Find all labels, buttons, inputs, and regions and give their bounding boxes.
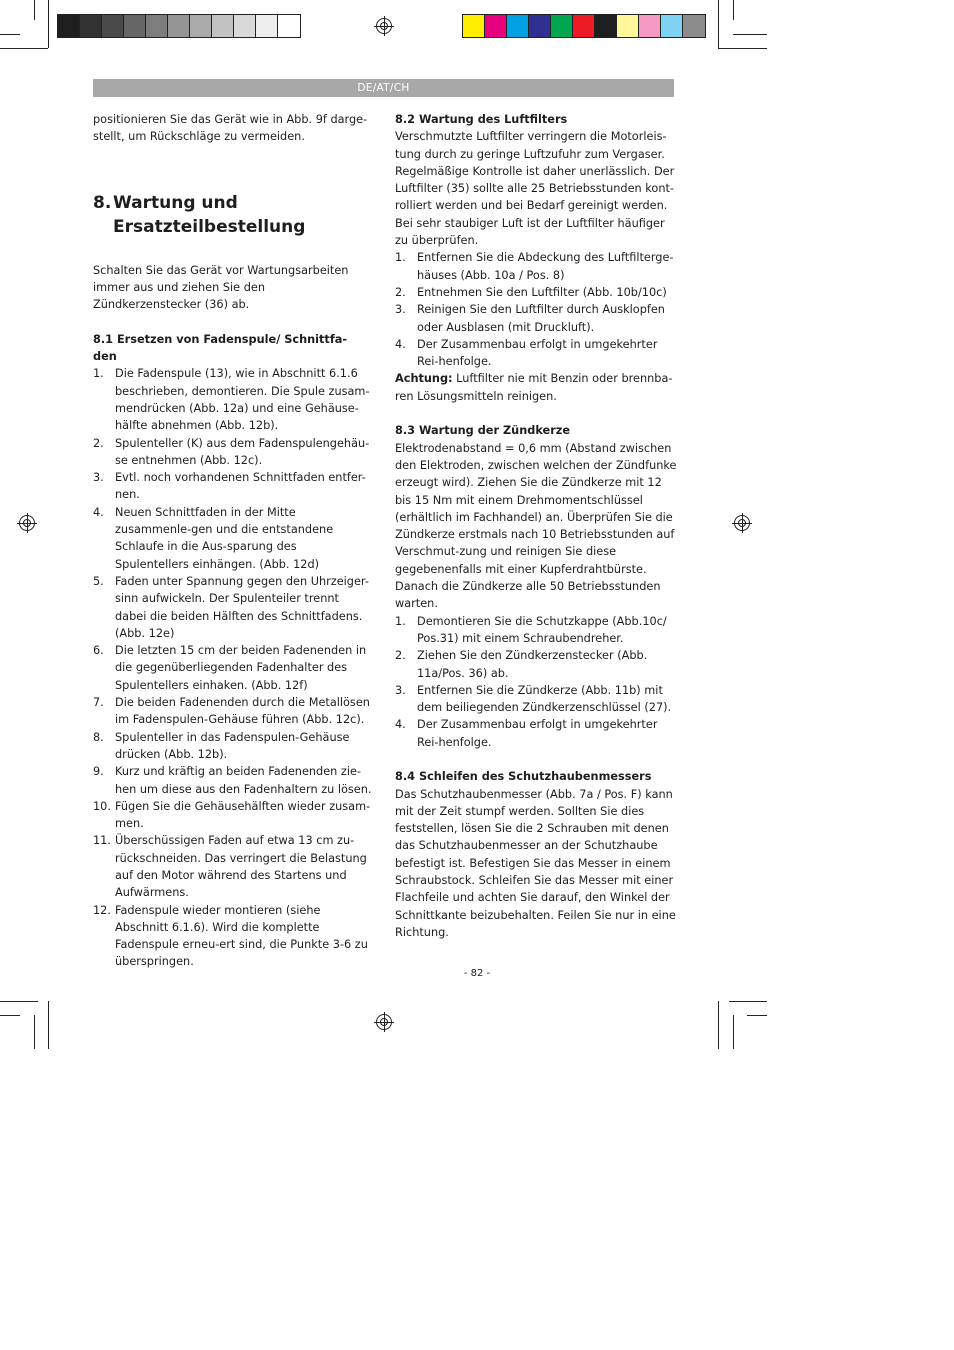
list-item-number: 1. <box>395 251 406 265</box>
calibration-swatch <box>661 15 683 37</box>
list-item <box>93 694 373 729</box>
subsection-heading-8-1 <box>93 331 373 366</box>
calibration-swatch <box>507 15 529 37</box>
list-item-text: Demontieren Sie die Schutzkappe (Abb.10c/ Pos.31) mit einem Schraubendreher. <box>417 614 667 645</box>
calibration-swatch <box>102 15 124 37</box>
list-item-text: Entfernen Sie die Abdeckung des Luftfilterge-häuses (Abb. 10a / Pos. 8) <box>417 251 674 282</box>
list-item <box>93 832 373 901</box>
list-item <box>93 573 373 642</box>
calibration-swatch <box>212 15 234 37</box>
crop-mark <box>729 1001 767 1002</box>
list-item-text: Entfernen Sie die Zündkerze (Abb. 11b) mit dem beiliegenden Zündkerzenschlüssel (27). <box>417 683 672 715</box>
calibration-swatch <box>639 15 661 37</box>
list-item-number: 4. <box>93 505 104 519</box>
list-item-number: 2. <box>93 436 104 450</box>
crop-mark <box>0 48 48 49</box>
calibration-swatch <box>234 15 256 37</box>
crop-mark <box>733 34 767 35</box>
list-item-text: Reinigen Sie den Luftfilter durch Ausklopfen oder Ausblasen (mit Druckluft). <box>417 303 665 334</box>
fadenspule-steps-list <box>93 365 373 970</box>
calibration-swatch <box>551 15 573 37</box>
warning-paragraph <box>395 370 677 405</box>
schutzhaubenmesser-paragraph: Das Schutzhaubenmesser (Abb. 7a / Pos. F) kann mit der Zeit stumpf werden. Sollten Sie dies feststellen, lösen Sie die 2 Schrauben mit denen das Schutzhaubenmesser an der Schutzhaube befestigt ist. Befestigen Sie das Messer in einem Schraubstock. Schleifen Sie das Messer mit einer Flachfeile und achten Sie darauf, den Winkel der Schnittkante beizubehalten. Feilen Sie nur in eine Richtung. <box>395 787 676 939</box>
language-header-band: DE/AT/CH <box>93 79 674 97</box>
calibration-swatch <box>256 15 278 37</box>
calibration-swatch <box>190 15 212 37</box>
list-item <box>93 435 373 470</box>
list-item-number: 3. <box>93 471 104 485</box>
crop-mark <box>48 1001 49 1049</box>
registration-mark-icon <box>376 1014 392 1030</box>
zuendkerze-paragraph-2: Danach die Zündkerze alle 50 Betriebsstunden warten. <box>395 580 661 611</box>
list-item-text: Der Zusammenbau erfolgt in umgekehrter Rei-henfolge. <box>417 337 658 369</box>
list-item <box>395 336 677 371</box>
page-number: - 82 - <box>463 968 491 979</box>
list-item-text: Die letzten 15 cm der beiden Fadenenden in die gegenüberliegenden Fadenhalter des Spulentellers einhaken. (Abb. 12f) <box>115 644 367 692</box>
list-item <box>93 642 373 694</box>
list-item-text: Fügen Sie die Gehäusehälften wieder zusam-men. <box>115 799 371 831</box>
crop-mark <box>0 34 20 35</box>
list-item <box>395 716 677 751</box>
crop-mark <box>0 1001 38 1002</box>
calibration-swatch <box>683 15 705 37</box>
list-item-number: 10. <box>93 799 111 813</box>
luftfilter-paragraph: Verschmutzte Luftfilter verringern die Motorleis-tung durch zu geringe Luftzufuhr zum Vergaser. Regelmäßige Kontrolle ist daher unerlässlich. Der Luftfilter (35) sollte alle 25 Betriebsstunden kont-rolliert werden und bei Bedarf gereinigt werden. Bei sehr staubiger Luft ist der Luftfilter häufiger zu überprüfen. <box>395 130 675 248</box>
luftfilter-steps-list <box>395 249 677 370</box>
list-item-number: 5. <box>93 574 104 588</box>
list-item-number: 3. <box>395 303 406 317</box>
grayscale-calibration-bar <box>57 14 301 38</box>
list-item-number: 3. <box>395 683 406 697</box>
list-item-text: Spulenteller in das Fadenspulen-Gehäuse drücken (Abb. 12b). <box>115 730 350 761</box>
calibration-swatch <box>463 15 485 37</box>
list-item <box>93 365 373 434</box>
list-item-number: 1. <box>93 367 104 381</box>
calibration-swatch <box>617 15 639 37</box>
list-item <box>93 504 373 573</box>
list-item-text: Spulenteller (K) aus dem Fadenspulengehäu-se entnehmen (Abb. 12c). <box>115 436 370 467</box>
list-item-number: 4. <box>395 718 406 732</box>
list-item <box>395 284 677 301</box>
list-item <box>93 902 373 971</box>
calibration-swatch <box>146 15 168 37</box>
list-item-number: 2. <box>395 649 406 663</box>
calibration-swatch <box>58 15 80 37</box>
section-intro-paragraph: Schalten Sie das Gerät vor Wartungsarbeiten immer aus und ziehen Sie den Zündkerzenstecker (36) ab. <box>93 263 349 312</box>
list-item-text: Die Fadenspule (13), wie in Abschnitt 6.1.6 beschrieben, demontieren. Die Spule zusam-mendrücken (Abb. 12a) und eine Gehäuse-hälfte abnehmen (Abb. 12b). <box>115 367 370 433</box>
list-item-text: Fadenspule wieder montieren (siehe Abschnitt 6.1.6). Wird die komplette Fadenspule erneu-ert sind, die Punkte 3-6 zu überspringen. <box>115 903 368 969</box>
list-item-number: 11. <box>93 834 111 848</box>
list-item-text: Entnehmen Sie den Luftfilter (Abb. 10b/10c) <box>417 285 667 299</box>
calibration-swatch <box>168 15 190 37</box>
section-heading <box>93 191 373 239</box>
section-title-line2: Ersatzteilbestellung <box>113 216 306 237</box>
calibration-swatch <box>80 15 102 37</box>
registration-mark-icon <box>19 515 35 531</box>
zuendkerze-steps-list <box>395 613 677 751</box>
list-item-text: Neuen Schnittfaden in der Mitte zusammenle-gen und die entstandene Schlaufe in die Aus-sparung des Spulentellers einhängen. (Abb. 12d) <box>115 505 334 571</box>
registration-mark-icon <box>376 18 392 34</box>
calibration-swatch <box>278 15 300 37</box>
list-item <box>395 301 677 336</box>
calibration-swatch <box>485 15 507 37</box>
crop-mark <box>733 1015 734 1049</box>
subsection-heading-line1: 8.1 Ersetzen von Fadenspule/ Schnittfa- <box>93 332 348 346</box>
crop-mark <box>0 1015 20 1016</box>
warning-label: Achtung: <box>395 372 453 386</box>
calibration-swatch <box>595 15 617 37</box>
crop-mark <box>34 0 35 20</box>
zuendkerze-paragraph: Elektrodenabstand = 0,6 mm (Abstand zwischen den Elektroden, zwischen welchen der Zündfunke erzeugt wird). Ziehen Sie die Zündkerze mit 12 bis 15 Nm mit einem Drehmomentschlüssel (erhältlich im Fachhandel) an. Überprüfen Sie die Zündkerze erstmals nach 10 Betriebsstunden auf Verschmut-zung und reinigen Sie diese gegebenenfalls mit einer Kupferdrahtbürste. <box>395 441 677 576</box>
registration-mark-icon <box>734 515 750 531</box>
list-item-number: 12. <box>93 903 111 917</box>
list-item-number: 6. <box>93 644 104 658</box>
crop-mark <box>747 1015 767 1016</box>
subsection-heading-8-3: 8.3 Wartung der Zündkerze <box>395 424 570 438</box>
list-item-number: 2. <box>395 285 406 299</box>
list-item <box>93 729 373 764</box>
crop-mark <box>733 0 734 20</box>
list-item-number: 8. <box>93 730 104 744</box>
intro-paragraph: positionieren Sie das Gerät wie in Abb. 9f darge- stellt, um Rückschläge zu vermeiden. <box>93 113 368 144</box>
list-item <box>395 647 677 682</box>
list-item-text: Faden unter Spannung gegen den Uhrzeiger-sinn aufwickeln. Der Spulenteiler trennt dabei die beiden Hälften des Schnittfadens. (Abb. 12e) <box>115 574 369 640</box>
left-column <box>93 111 373 971</box>
right-column <box>395 111 677 941</box>
crop-mark <box>718 1001 719 1049</box>
list-item-number: 7. <box>93 696 104 710</box>
list-item-text: Die beiden Fadenenden durch die Metallösen im Fadenspulen-Gehäuse führen (Abb. 12c). <box>115 696 370 727</box>
list-item <box>395 682 677 717</box>
crop-mark <box>34 1015 35 1049</box>
list-item-number: 1. <box>395 614 406 628</box>
color-calibration-bar <box>462 14 706 38</box>
section-number: 8. <box>93 192 112 213</box>
list-item-text: Ziehen Sie den Zündkerzenstecker (Abb. 11a/Pos. 36) ab. <box>417 649 648 680</box>
list-item <box>93 469 373 504</box>
calibration-swatch <box>529 15 551 37</box>
list-item-number: 4. <box>395 337 406 351</box>
subsection-heading-line2: den <box>93 350 117 364</box>
list-item-text: Kurz und kräftig an beiden Fadenenden zie-hen um diese aus den Fadenhaltern zu lösen. <box>115 765 372 796</box>
subsection-heading-8-4: 8.4 Schleifen des Schutzhaubenmessers <box>395 770 652 784</box>
list-item <box>93 798 373 833</box>
list-item-text: Der Zusammenbau erfolgt in umgekehrter Rei-henfolge. <box>417 718 658 749</box>
subsection-heading-8-2: 8.2 Wartung des Luftfilters <box>395 113 568 126</box>
list-item <box>395 249 677 284</box>
crop-mark <box>718 48 767 49</box>
calibration-swatch <box>573 15 595 37</box>
list-item-text: Überschüssigen Faden auf etwa 13 cm zu-rückschneiden. Das verringert die Belastung auf den Motor während des Startens und Aufwärmens. <box>115 834 367 900</box>
warning-text: Luftfilter nie mit Benzin oder brennba-ren Lösungsmitteln reinigen. <box>395 372 673 403</box>
crop-mark <box>48 0 49 48</box>
list-item-text: Evtl. noch vorhandenen Schnittfaden entfer-nen. <box>115 471 366 502</box>
list-item-number: 9. <box>93 765 104 779</box>
list-item <box>93 763 373 798</box>
section-title-line1: Wartung und <box>113 192 238 213</box>
crop-mark <box>718 0 719 48</box>
list-item <box>395 613 677 648</box>
calibration-swatch <box>124 15 146 37</box>
